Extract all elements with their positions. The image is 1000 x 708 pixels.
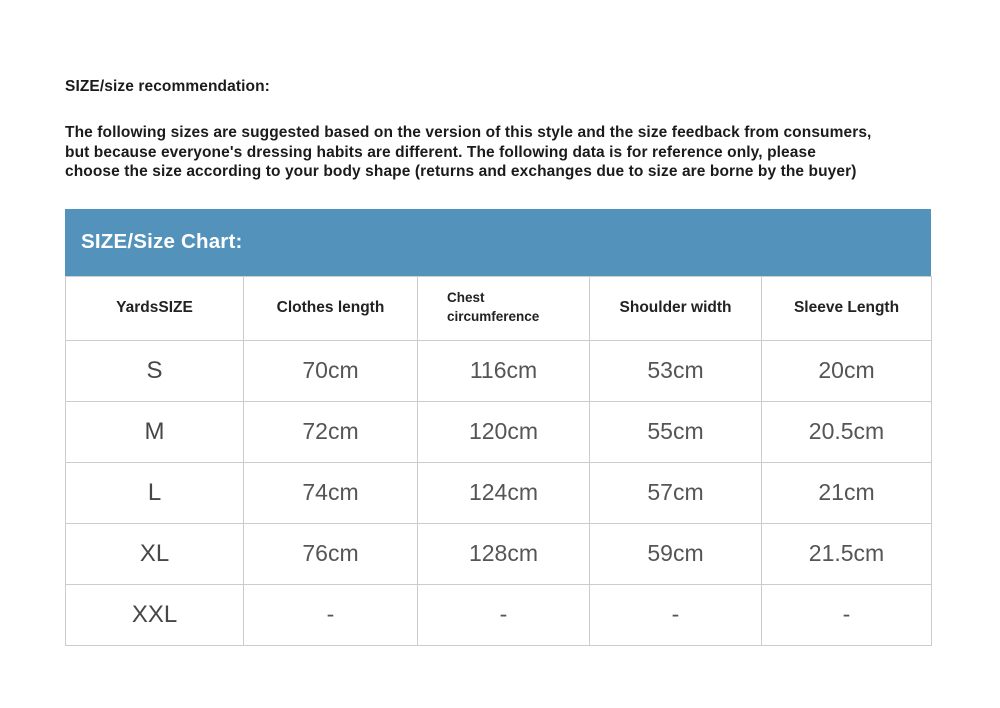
paragraph-line-3: choose the size according to your body shape (returns and exchanges due to size are borne by the buyer) — [65, 163, 857, 180]
sleeve-length-value: 20cm — [762, 340, 932, 401]
size-chart-banner-title: SIZE/Size Chart: — [81, 230, 243, 253]
table-row-xxl — [66, 584, 932, 645]
size-note-paragraph — [65, 123, 933, 182]
shoulder-width-value: - — [590, 584, 762, 645]
table-row-xl — [66, 523, 932, 584]
sleeve-length-value: - — [762, 584, 932, 645]
clothes-length-value: - — [244, 584, 418, 645]
paragraph-line-2: but because everyone's dressing habits are different. The following data is for reference only, please — [65, 143, 816, 161]
paragraph-line-1: The following sizes are suggested based on the version of this style and the size feedback from consumers, — [65, 124, 872, 141]
chest-circumference-value: 120cm — [418, 401, 590, 462]
column-header-shoulder-width: Shoulder width — [590, 276, 762, 340]
chest-circumference-value: 128cm — [418, 523, 590, 584]
page-title: SIZE/size recommendation: — [65, 78, 270, 95]
shoulder-width-value: 53cm — [590, 340, 762, 401]
size-label: S — [66, 340, 244, 401]
column-header-sleeve-length: Sleeve Length — [762, 276, 932, 340]
clothes-length-value: 72cm — [244, 401, 418, 462]
table-row-m — [66, 401, 932, 462]
chest-circumference-value: - — [418, 584, 590, 645]
shoulder-width-value: 59cm — [590, 523, 762, 584]
shoulder-width-value: 55cm — [590, 401, 762, 462]
chest-circumference-value: 124cm — [418, 462, 590, 523]
chest-circumference-value: 116cm — [418, 340, 590, 401]
table-header-row — [66, 276, 932, 340]
clothes-length-value: 70cm — [244, 340, 418, 401]
column-header-chest-circumference: Chest circumference — [418, 276, 590, 340]
table-row-l — [66, 462, 932, 523]
column-header-clothes-length: Clothes length — [244, 276, 418, 340]
size-chart-banner — [65, 209, 931, 276]
sleeve-length-value: 21cm — [762, 462, 932, 523]
clothes-length-value: 76cm — [244, 523, 418, 584]
shoulder-width-value: 57cm — [590, 462, 762, 523]
size-label: XXL — [66, 584, 244, 645]
clothes-length-value: 74cm — [244, 462, 418, 523]
sleeve-length-value: 20.5cm — [762, 401, 932, 462]
column-header-yards-size: YardsSIZE — [66, 276, 244, 340]
size-label: XL — [66, 523, 244, 584]
size-label: M — [66, 401, 244, 462]
size-chart-table — [65, 276, 932, 646]
table-row-s — [66, 340, 932, 401]
size-label: L — [66, 462, 244, 523]
sleeve-length-value: 21.5cm — [762, 523, 932, 584]
